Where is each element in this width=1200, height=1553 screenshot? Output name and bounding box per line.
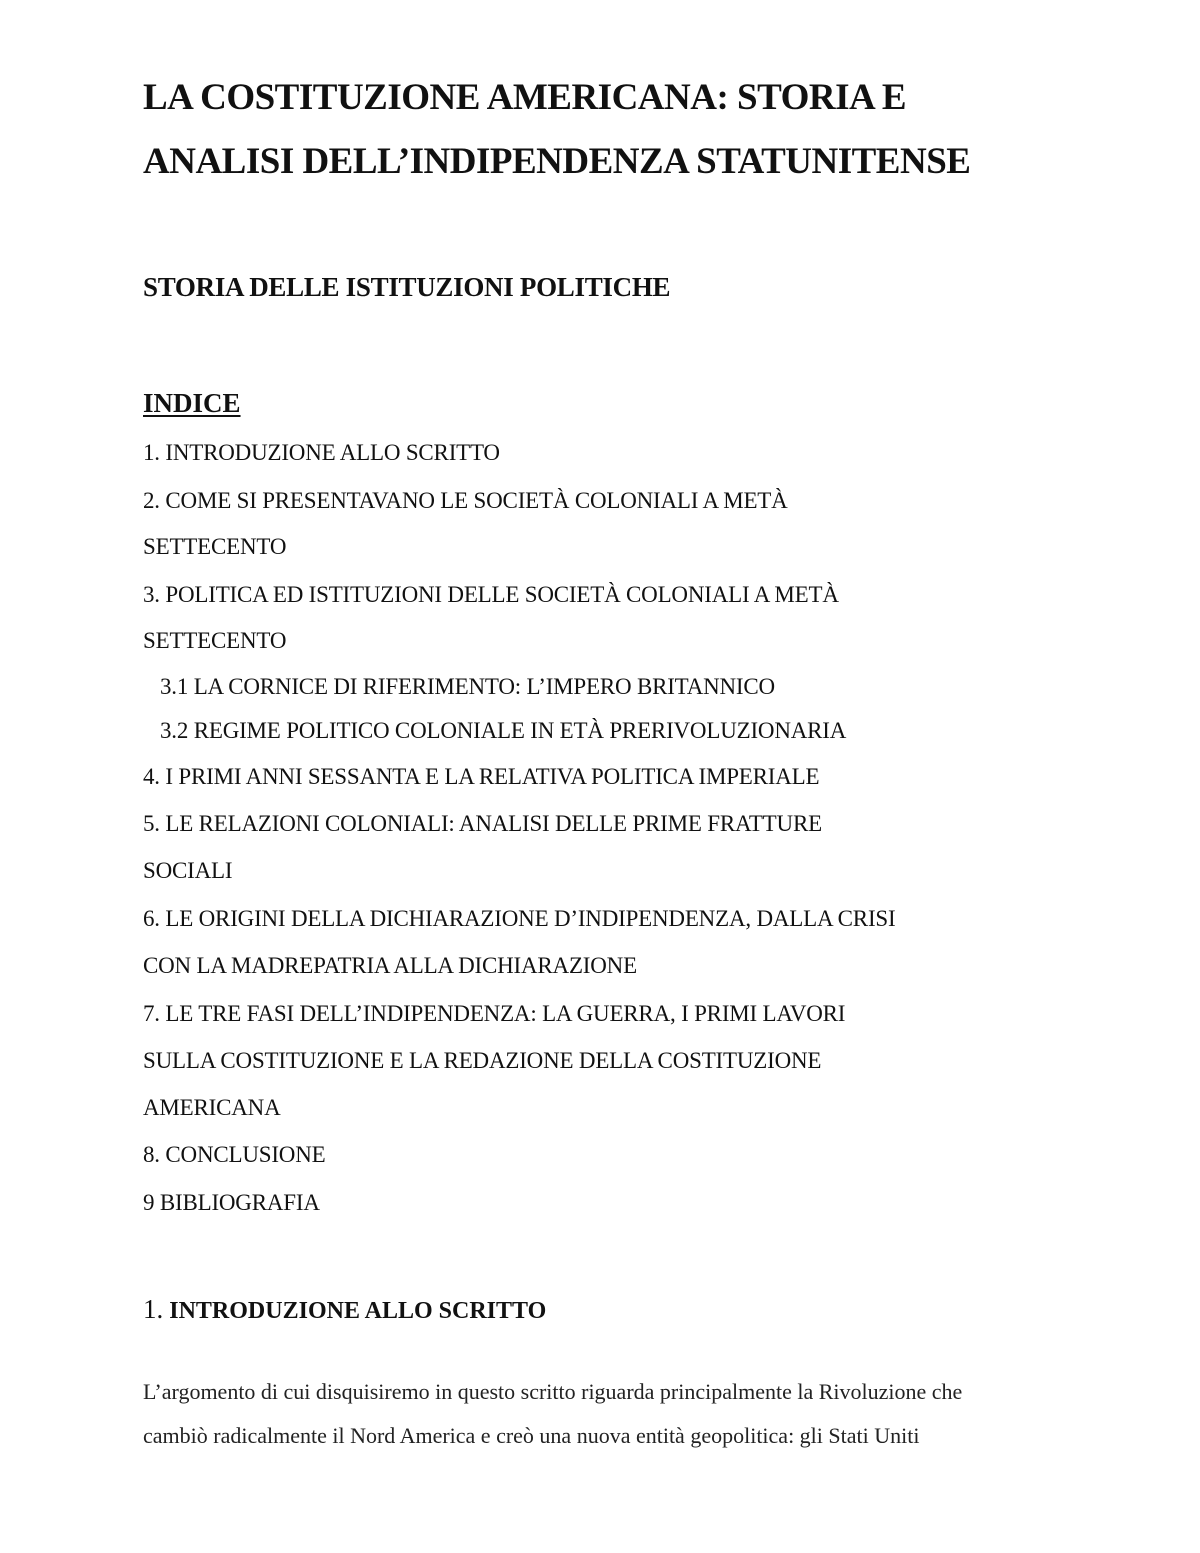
document-subtitle: STORIA DELLE ISTITUZIONI POLITICHE — [143, 272, 671, 302]
toc-line: 4. I PRIMI ANNI SESSANTA E LA RELATIVA POLITICA IMPERIALE — [143, 764, 820, 789]
toc-line: 5. LE RELAZIONI COLONIALI: ANALISI DELLE PRIME FRATTURE — [143, 811, 822, 836]
section-1-title: INTRODUZIONE ALLO SCRITTO — [169, 1298, 547, 1324]
document-title-line-2: ANALISI DELL’INDIPENDENZA STATUNITENSE — [143, 141, 971, 182]
toc-line: 7. LE TRE FASI DELL’INDIPENDENZA: LA GUERRA, I PRIMI LAVORI — [143, 1001, 846, 1026]
toc-line: 3. POLITICA ED ISTITUZIONI DELLE SOCIETÀ COLONIALI A METÀ — [143, 582, 839, 607]
toc-line: 9 BIBLIOGRAFIA — [143, 1190, 320, 1215]
toc-line: 1. INTRODUZIONE ALLO SCRITTO — [143, 440, 500, 465]
toc-line: SETTECENTO — [143, 628, 287, 653]
toc-line: SOCIALI — [143, 858, 233, 883]
toc-line: 8. CONCLUSIONE — [143, 1142, 326, 1167]
section-1-number: 1. — [143, 1294, 164, 1324]
toc-line: SETTECENTO — [143, 534, 287, 559]
toc-line: AMERICANA — [143, 1095, 281, 1120]
toc-line: 6. LE ORIGINI DELLA DICHIARAZIONE D’INDIPENDENZA, DALLA CRISI — [143, 906, 896, 931]
toc-subline: 3.1 LA CORNICE DI RIFERIMENTO: L’IMPERO BRITANNICO — [160, 674, 775, 699]
toc-line: 2. COME SI PRESENTAVANO LE SOCIETÀ COLONIALI A METÀ — [143, 488, 788, 513]
document-title-line-1: LA COSTITUZIONE AMERICANA: STORIA E — [143, 77, 907, 118]
paragraph-line: L’argomento di cui disquisiremo in questo scritto riguarda principalmente la Rivoluzione che — [143, 1379, 963, 1404]
toc-line: CON LA MADREPATRIA ALLA DICHIARAZIONE — [143, 953, 637, 978]
section-1-heading — [143, 1296, 546, 1323]
toc-line: SULLA COSTITUZIONE E LA REDAZIONE DELLA COSTITUZIONE — [143, 1048, 822, 1073]
toc-subline: 3.2 REGIME POLITICO COLONIALE IN ETÀ PRERIVOLUZIONARIA — [160, 718, 847, 743]
index-heading: INDICE — [143, 388, 241, 418]
paragraph-line: cambiò radicalmente il Nord America e creò una nuova entità geopolitica: gli Stati Uniti — [143, 1423, 920, 1448]
